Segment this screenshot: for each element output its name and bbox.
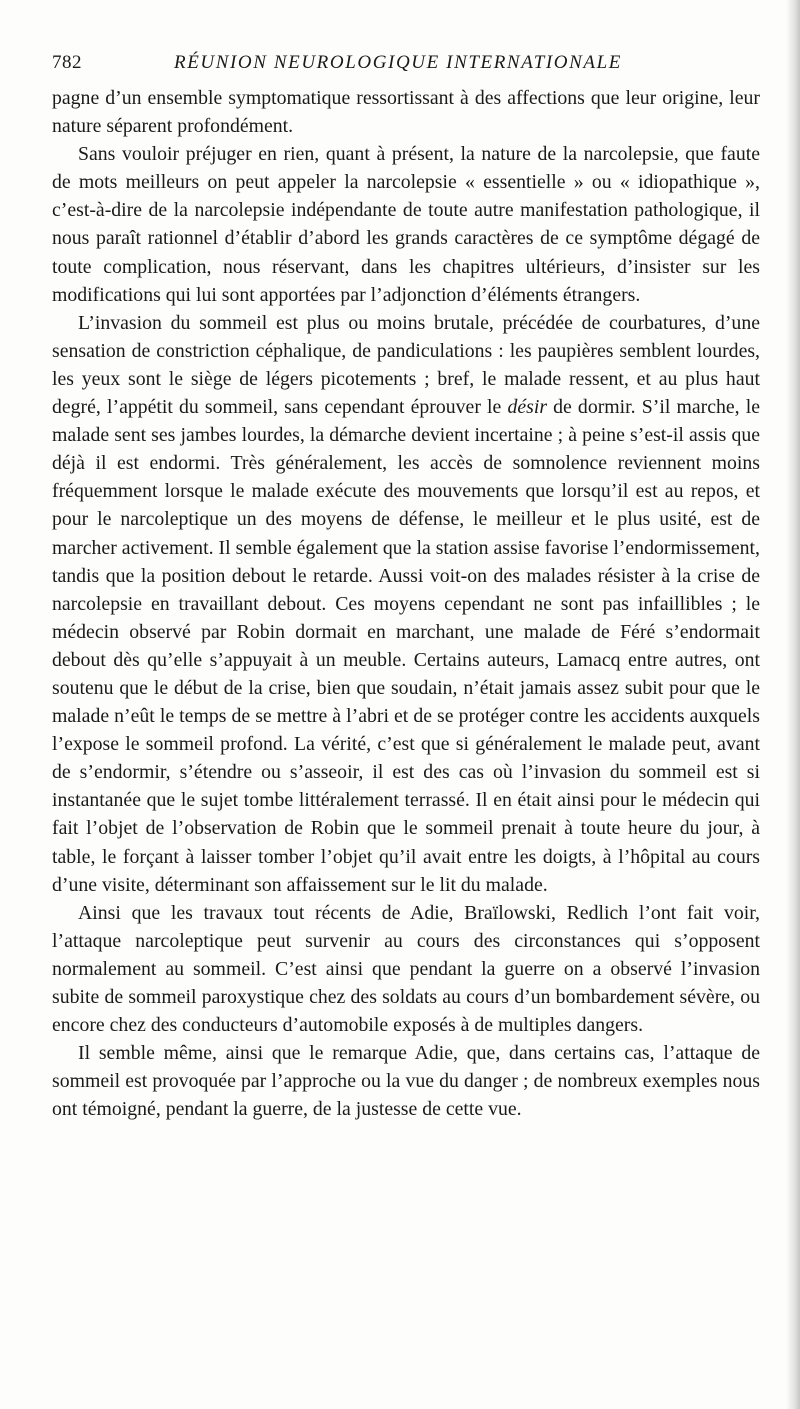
paragraph-3-part-2: de dormir. S’il marche, le malade sent ses jambes lourdes, la démarche devient incertaine ; à peine s’est-il assis que déjà il est endormi. Très généralement, les accès de somnolence reviennent moins fréquemment lorsque le malade exécute des mouvements que lorsqu’il est au repos, et pour le narcoleptique un des moyens de défense, le meilleur et le plus usité, est de marcher activement. Il semble également que la station assise favorise l’endormissement, tandis que la position debout le retarde. Aussi voit-on des malades résister à la crise de narcolepsie en travaillant debout. Ces moyens cependant ne sont pas infaillibles ; le médecin observé par Robin dormait en marchant, une malade de Féré s’endormait debout dès qu’elle s’appuyait à un meuble. Certains auteurs, Lamacq entre autres, ont soutenu que le début de la crise, bien que soudain, n’était jamais assez subit pour que le malade n’eût le temps de se mettre à l’abri et de se protéger contre les accidents auxquels l’expose le sommeil profond. La vérité, c’est que si généralement le malade peut, avant de s’endormir, s’étendre ou s’asseoir, il est des cas où l’invasion du sommeil est si instantanée que le sujet tombe littéralement terrassé. Il en était ainsi pour le médecin qui fait l’objet de l’observation de Robin que le sommeil prenait à toute heure du jour, à table, le forçant à laisser tomber l’objet qu’il avait entre les doigts, à l’hôpital au cours d’une visite, déterminant son affaissement sur le lit du malade.	[52, 396, 760, 896]
paragraph-2: Sans vouloir préjuger en rien, quant à présent, la nature de la narcolepsie, que faute de mots meilleurs on peut appeler la narcolepsie « essentielle » ou « idiopathique », c’est-à-dire de la narcolepsie indépendante de toute autre manifestation pathologique, il nous paraît rationnel d’établir d’abord les grands caractères de ce symptôme dégagé de toute complication, nous réservant, dans les chapitres ultérieurs, d’insister sur les modifications qui lui sont apportées par l’adjonction d’éléments étrangers.	[52, 143, 760, 306]
page-header	[52, 52, 760, 78]
paragraph-1: pagne d’un ensemble symptomatique ressortissant à des affections que leur origine, leur nature séparent profondément.	[52, 87, 760, 138]
page-edge-shadow	[786, 0, 800, 1409]
paragraph-3	[52, 309, 760, 899]
page-number: 782	[52, 52, 82, 73]
paragraph-5: Il semble même, ainsi que le remarque Adie, que, dans certains cas, l’attaque de sommeil est provoquée par l’approche ou la vue du danger ; de nombreux exemples nous ont témoigné, pendant la guerre, de la justesse de cette vue.	[52, 1042, 760, 1121]
emphasized-word: désir	[507, 396, 548, 419]
paragraph-3-part-1: L’invasion du sommeil est plus ou moins brutale, précédée de courbatures, d’une sensation de constriction céphalique, de pandiculations : les paupières semblent lourdes, les yeux sont le siège de légers picotements ; bref, le malade ressent, et au plus haut degré, l’appétit du sommeil, sans cependant éprouver le	[52, 311, 760, 419]
paragraph-4: Ainsi que les travaux tout récents de Adie, Braïlowski, Redlich l’ont fait voir, l’attaque narcoleptique peut survenir au cours des circonstances qui s’opposent normalement au sommeil. C’est ainsi que pendant la guerre on a observé l’invasion subite de sommeil paroxystique chez des soldats au cours d’un bombardement sévère, ou encore chez des conducteurs d’automobile exposés à de multiples dangers.	[52, 901, 760, 1037]
body-text	[52, 84, 760, 1123]
running-head: RÉUNION NEUROLOGIQUE INTERNATIONALE	[174, 52, 622, 73]
